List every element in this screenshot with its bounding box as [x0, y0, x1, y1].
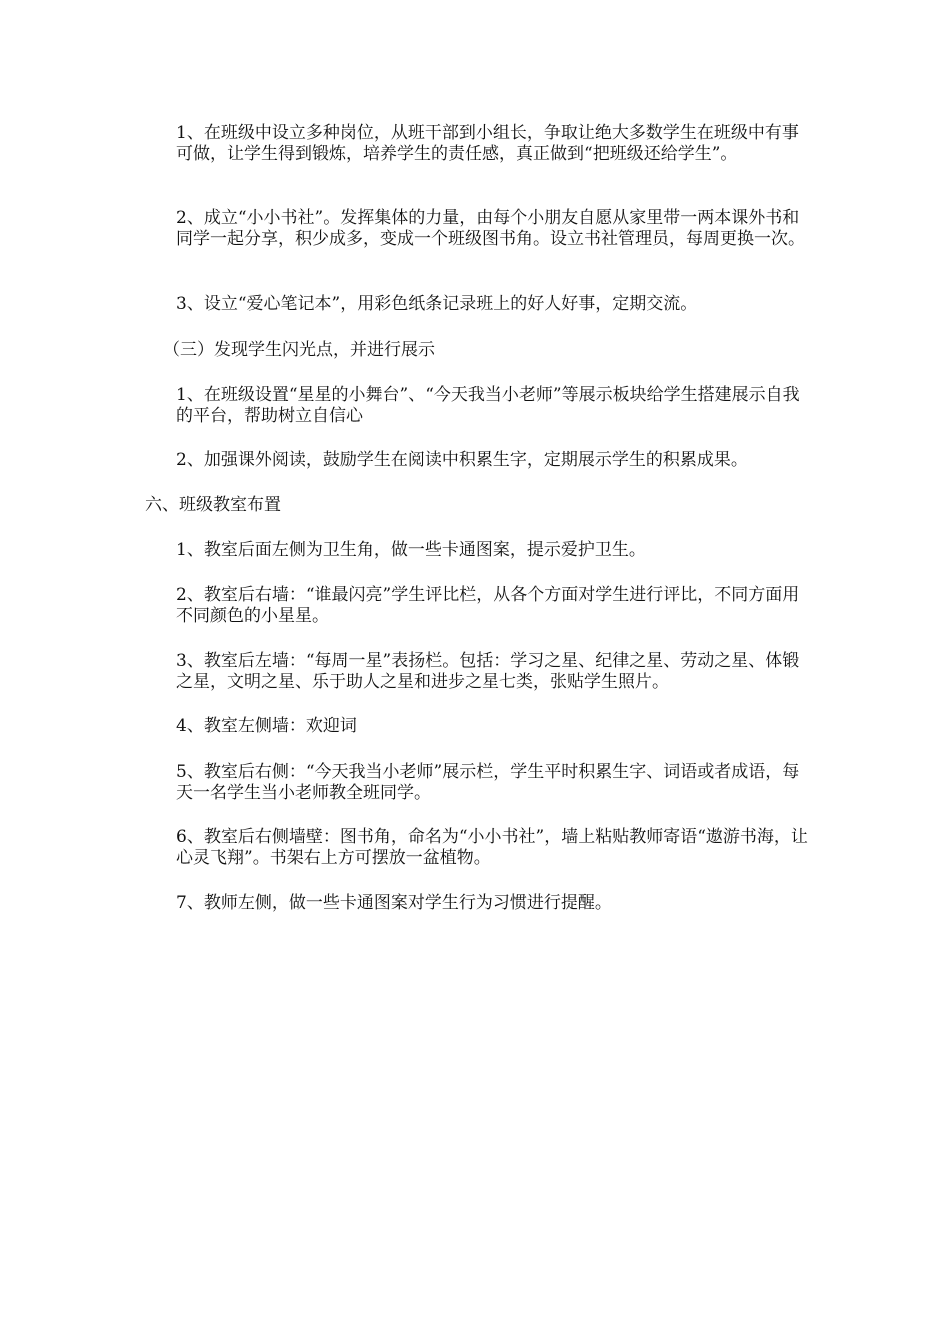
- paragraph-habit-reminder: 7、教师左侧，做一些卡通图案对学生行为习惯进行提醒。: [176, 893, 612, 913]
- section-subheading-highlights: （三）发现学生闪光点，并进行展示: [163, 340, 435, 360]
- paragraph-welcome-wall: 4、教室左侧墙：欢迎词: [176, 716, 357, 736]
- paragraph-love-notebook: 3、设立“爱心笔记本”，用彩色纸条记录班上的好人好事，定期交流。: [176, 294, 698, 314]
- paragraph-extracurricular-reading: 2、加强课外阅读，鼓励学生在阅读中积累生字，定期展示学生的积累成果。: [176, 450, 748, 470]
- paragraph-weekly-star: 3、教室后左墙：“每周一星”表扬栏。包括：学习之星、纪律之星、劳动之星、体锻之星，文明之星、乐于助人之星和进步之星七类，张贴学生照片。: [176, 651, 800, 692]
- paragraph-book-corner: 6、教室后右侧墙壁：图书角，命名为“小小书社”，墙上粘贴教师寄语“遨游书海，让心灵飞翔”。书架右上方可摆放一盆植物。: [176, 827, 808, 868]
- paragraph-little-book-club: 2、成立“小小书社”。发挥集体的力量，由每个小朋友自愿从家里带一两本课外书和同学一起分享，积少成多，变成一个班级图书角。设立书社管理员，每周更换一次。: [176, 208, 805, 249]
- paragraph-rating-board: 2、教室后右墙：“谁最闪亮”学生评比栏，从各个方面对学生进行评比，不同方面用不同颜色的小星星。: [176, 585, 800, 626]
- paragraph-class-positions: 1、在班级中设立多种岗位，从班干部到小组长，争取让绝大多数学生在班级中有事可做，让学生得到锻炼，培养学生的责任感，真正做到“把班级还给学生”。: [176, 123, 799, 164]
- paragraph-hygiene-corner: 1、教室后面左侧为卫生角，做一些卡通图案，提示爱护卫生。: [176, 540, 646, 560]
- section-heading-classroom-layout: 六、班级教室布置: [145, 495, 281, 515]
- paragraph-display-boards: 1、在班级设置“星星的小舞台”、“今天我当小老师”等展示板块给学生搭建展示自我的平台，帮助树立自信心: [176, 385, 800, 426]
- paragraph-little-teacher: 5、教室后右侧：“今天我当小老师”展示栏，学生平时积累生字、词语或者成语，每天一名学生当小老师教全班同学。: [176, 762, 800, 803]
